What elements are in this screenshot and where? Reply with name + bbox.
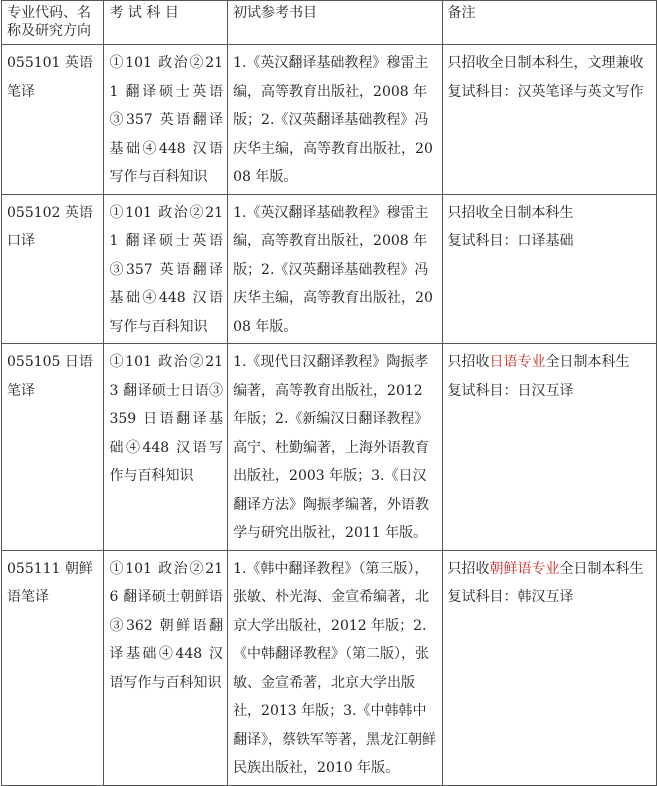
major-code-cell: 055111 朝鲜语笔译: [2, 550, 104, 785]
major-code-cell: 055105 日语笔译: [2, 344, 104, 551]
table-row: [2, 550, 657, 785]
reference-books-cell: 1.《现代日汉翻译教程》陶振孝编著，高等教育出版社，2012 年版；2.《新编汉日翻译教程》高宁、杜勤编著，上海外语教育出版社，2003 年版；3.《日汉翻译方法》陶振孝编著，外语教学与研究出版社，2011 年版。: [228, 344, 442, 551]
header-exam-subjects: 考 试 科 目: [104, 1, 228, 45]
reference-books-cell: 1.《英汉翻译基础教程》穆雷主编，高等教育出版社，2008 年版；2.《汉英翻译基础教程》冯庆华主编，高等教育出版社，2008 年版。: [228, 45, 442, 195]
admissions-table: [1, 0, 657, 786]
remarks-cell: [442, 550, 656, 785]
header-reference-books: 初试参考书目: [228, 1, 442, 45]
exam-subjects-cell: ①101 政治②211 翻译硕士英语 ③357 英语翻译基础④448 汉语写作与百科知识: [104, 194, 228, 344]
remarks-retest-subject: 复试科目：口译基础: [447, 233, 574, 249]
exam-subjects-cell: ①101 政治②213 翻译硕士日语③359 日语翻译基础④448 汉语写作与百科知识: [104, 344, 228, 551]
remarks-retest-subject: 复试科目：日汉互译: [447, 382, 574, 399]
header-row: [2, 1, 657, 45]
exam-subjects-cell: ①101 政治②216 翻译硕士朝鲜语③362 朝鲜语翻译基础④448 汉语写作与百科知识: [104, 550, 228, 785]
remarks-cell: [442, 344, 656, 551]
reference-books-cell: 1.《英汉翻译基础教程》穆雷主编，高等教育出版社，2008 年版；2.《汉英翻译基础教程》冯庆华主编，高等教育出版社，2008 年版。: [228, 194, 442, 344]
reference-books-cell: 1.《韩中翻译教程》（第三版），张敏、朴光海、金宣希编著，北京大学出版社，2012 年版；2.《中韩翻译教程》（第二版），张敏、金宣希著，北京大学出版社，2013 年版；3.《中韩韩中翻译》，蔡铁军等著，黑龙江朝鲜民族出版社，2010 年版。: [228, 550, 442, 785]
remarks-eligibility: 只招收全日制本科生: [447, 204, 574, 221]
major-code-cell: 055102 英语口译: [2, 194, 104, 344]
major-code-cell: 055101 英语笔译: [2, 45, 104, 195]
highlight-major-requirement: 朝鲜语专业: [489, 560, 560, 577]
header-remarks: 备注: [442, 1, 656, 45]
remarks-cell: [442, 194, 656, 344]
table-row: [2, 45, 657, 195]
exam-subjects-cell: ①101 政治②211 翻译硕士英语 ③357 英语翻译基础④448 汉语写作与百科知识: [104, 45, 228, 195]
highlight-major-requirement: 日语专业: [489, 354, 546, 370]
remarks-eligibility: 只招收日语专业全日制本科生: [447, 354, 630, 370]
remarks-eligibility: 只招收全日制本科生，文理兼收: [447, 55, 644, 71]
table-row: [2, 194, 657, 344]
remarks-eligibility: 只招收朝鲜语专业全日制本科生: [447, 560, 644, 577]
table-row: [2, 344, 657, 551]
remarks-cell: [442, 45, 656, 195]
remarks-retest-subject: 复试科目：汉英笔译与英文写作: [447, 83, 644, 100]
remarks-retest-subject: 复试科目：韩汉互译: [447, 589, 574, 605]
header-major-code: 专业代码、名称及研究方向: [2, 1, 104, 45]
